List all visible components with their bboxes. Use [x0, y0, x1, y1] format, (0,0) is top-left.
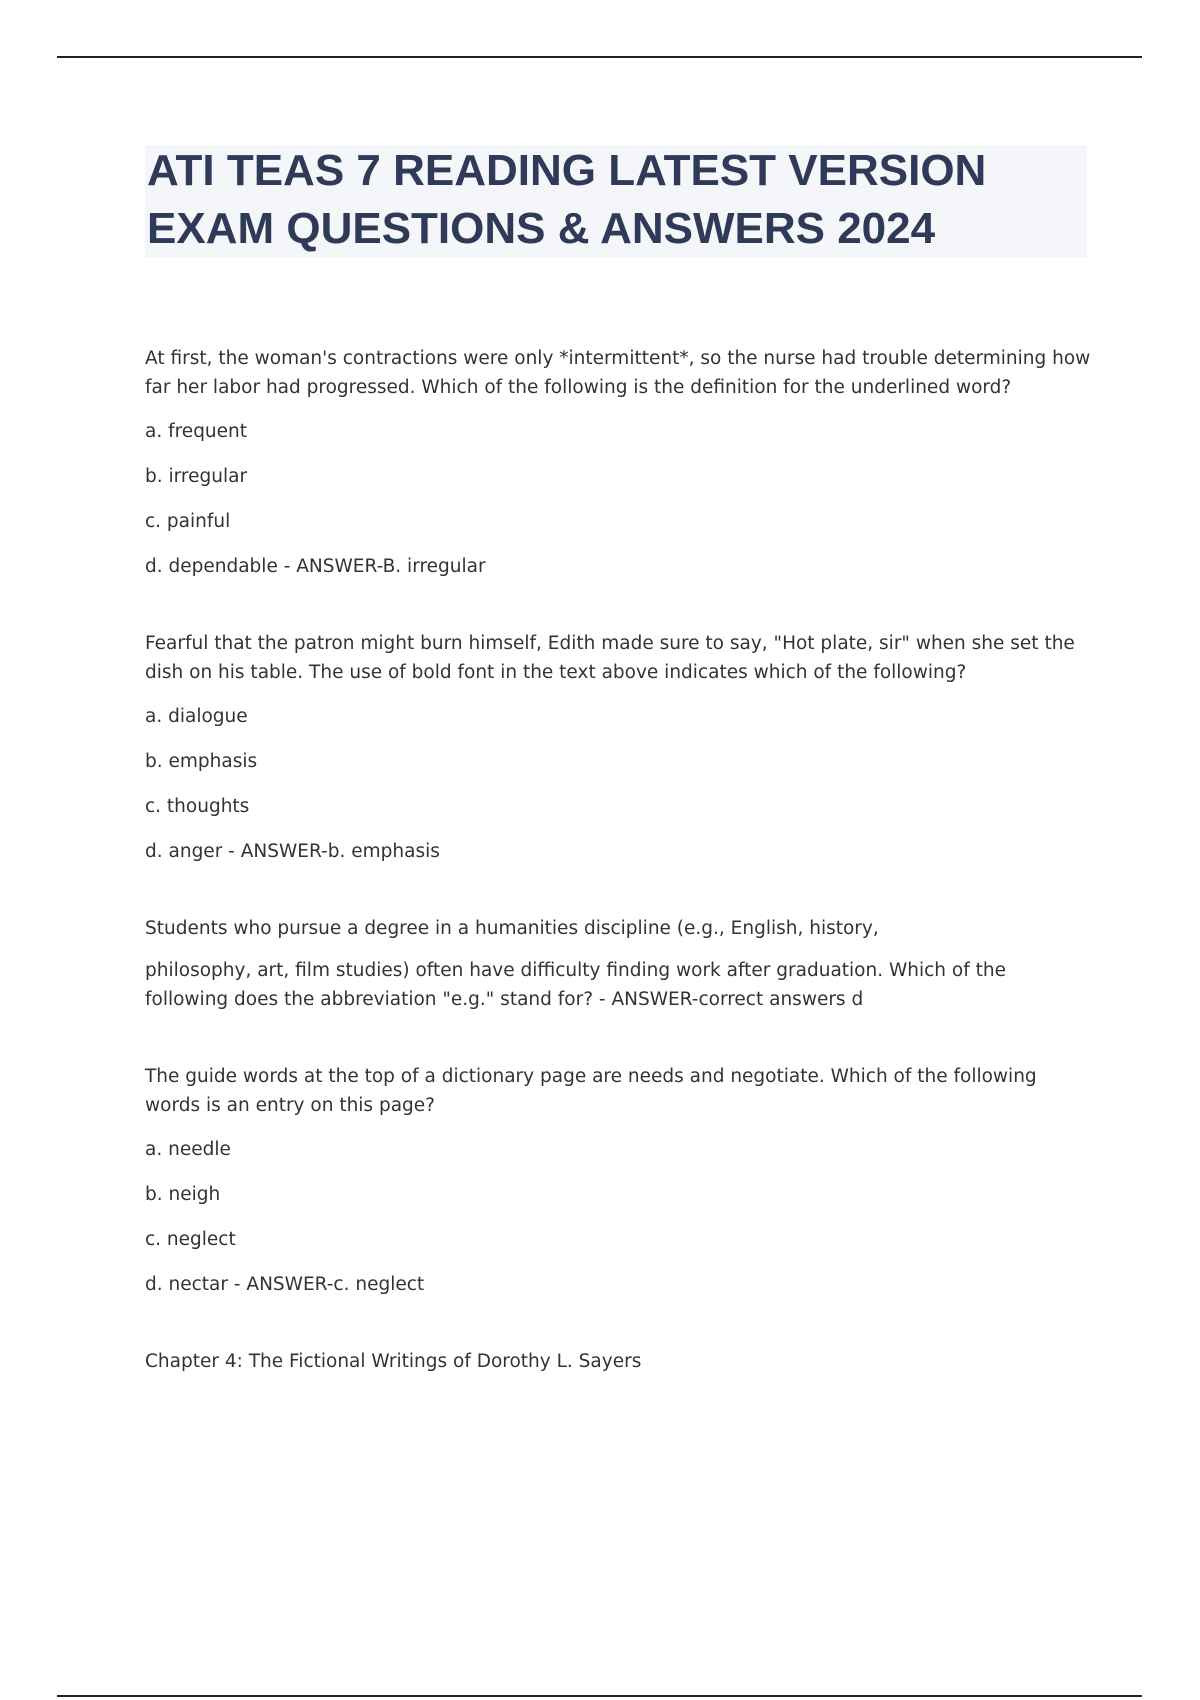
- answer-option: c. painful: [145, 511, 231, 532]
- question-1: [145, 344, 1095, 581]
- answer-option: a. dialogue: [145, 706, 248, 727]
- chapter-heading: Chapter 4: The Fictional Writings of Dorothy L. Sayers: [145, 1351, 642, 1372]
- answer-option: d. dependable - ANSWER-B. irregular: [145, 556, 486, 577]
- bottom-rule: [57, 1695, 1142, 1697]
- question-text: Fearful that the patron might burn himself, Edith made sure to say, "Hot plate, sir" when she set the dish on his table. The use of bold font in the text above indicates which of the following?: [145, 633, 1075, 683]
- question-4: [145, 1062, 1095, 1299]
- answer-option: b. irregular: [145, 466, 248, 487]
- answer-option: c. thoughts: [145, 796, 250, 817]
- top-rule: [57, 56, 1142, 58]
- answer-option: d. anger - ANSWER-b. emphasis: [145, 841, 440, 862]
- answer-option: d. nectar - ANSWER-c. neglect: [145, 1274, 425, 1295]
- question-3: [145, 914, 1095, 1014]
- answer-option: a. frequent: [145, 421, 248, 442]
- answer-option: c. neglect: [145, 1229, 236, 1250]
- question-text: The guide words at the top of a dictionary page are needs and negotiate. Which of the following words is an entry on this page?: [145, 1066, 1037, 1116]
- document-title: ATI TEAS 7 READING LATEST VERSION EXAM QUESTIONS & ANSWERS 2024: [147, 146, 987, 253]
- question-text: At first, the woman's contractions were only *intermittent*, so the nurse had trouble determining how far her labor had progressed. Which of the following is the definition for the underlined word?: [145, 348, 1091, 398]
- question-2: [145, 629, 1095, 866]
- document-body: [145, 344, 1095, 1376]
- answer-option: a. needle: [145, 1139, 231, 1160]
- answer-option: b. emphasis: [145, 751, 258, 772]
- question-text-line-1: Students who pursue a degree in a humanities discipline (e.g., English, history,: [145, 918, 879, 939]
- question-text-line-2: philosophy, art, film studies) often have difficulty finding work after graduation. Which of the following does the abbreviation "e.g." stand for? - ANSWER-correct answers d: [145, 960, 1006, 1010]
- answer-option: b. neigh: [145, 1184, 221, 1205]
